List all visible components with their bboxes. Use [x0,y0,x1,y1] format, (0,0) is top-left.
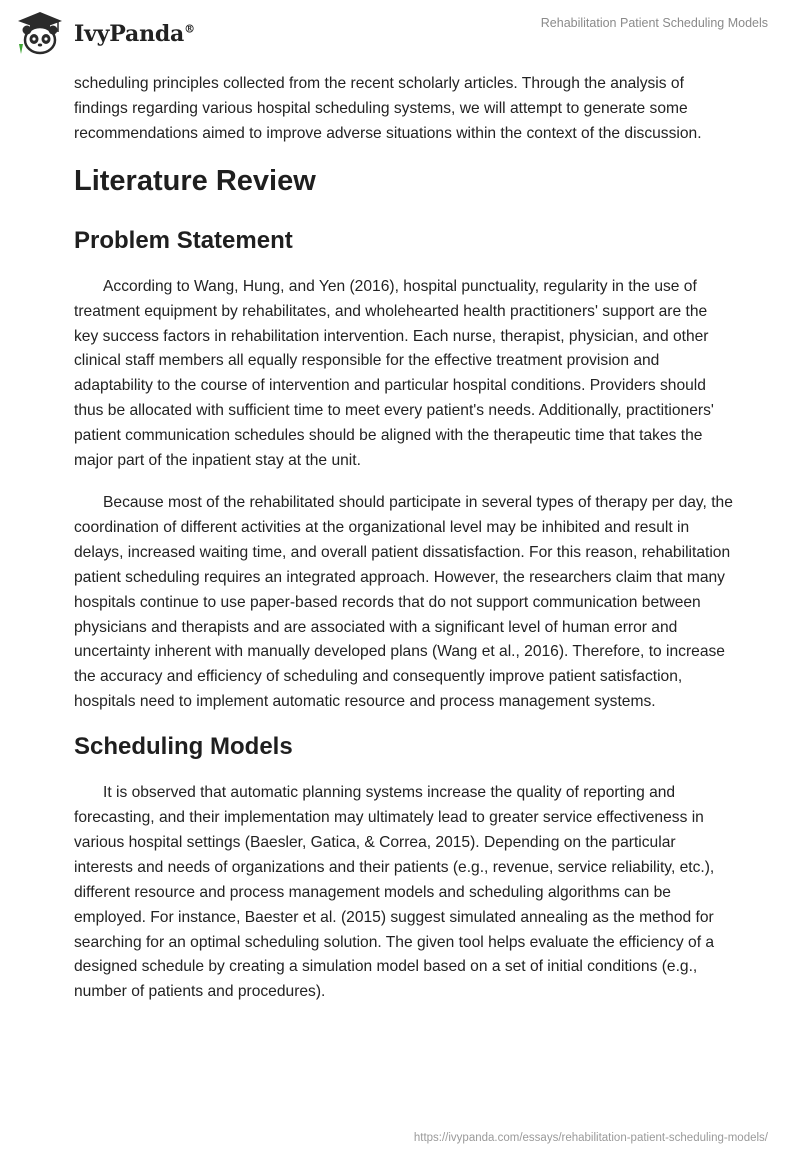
intro-paragraph: scheduling principles collected from the recent scholarly articles. Through the analysis of findings regarding various hospital scheduling systems, we will attempt to generate some recommendations aimed to improve adverse situations within the context of the discussion. [74,75,702,142]
source-url[interactable]: https://ivypanda.com/essays/rehabilitation-patient-scheduling-models/ [413,1132,768,1144]
models-paragraph: It is observed that automatic planning systems increase the quality of reporting and forecasting, and their implementation may ultimately lead to greater service effectiveness in various hospital settings (Baesler, Gatica, & Correa, 2015). Depending on the particular interests and needs of organizations and their patients (e.g., revenue, service reliability, etc.), different resource and process management models and scheduling algorithms can be employed. For instance, Baester et al. (2015) suggest simulated annealing as the method for searching for an optimal scheduling solution. The given tool helps evaluate the efficiency of a designed schedule by creating a simulation model based on a set of initial conditions (e.g., number of patients and procedures). [74,784,715,1001]
page-header [0,0,800,70]
document-title: Rehabilitation Patient Scheduling Models [540,16,768,30]
problem-paragraph: According to Wang, Hung, and Yen (2016), hospital punctuality, regularity in the use of treatment equipment by rehabilitates, and wholehearted health practitioners' support are the key success factors in rehabilitation intervention. Each nurse, therapist, physician, and other clinical staff members all equally responsible for the effective treatment provision and adaptability to the course of intervention and particular hospital conditions. Providers should thus be allocated with sufficient time to meet every patient's needs. Additionally, practitioners' patient communication schedules should be aligned with the therapeutic time that takes the major part of the inpatient stay at the unit. [74,277,714,470]
panda-graduate-icon [14,8,66,60]
subheading-problem-statement: Problem Statement [74,226,293,254]
brand-name: IvyPanda® [74,21,195,47]
problem-paragraph: Because most of the rehabilitated should participate in several types of therapy per day, the coordination of different activities at the organizational level may be inhibited and result in delays, increased waiting time, and overall patient dissatisfaction. For this reason, rehabilitation patient scheduling requires an integrated approach. However, the researchers claim that many hospitals continue to use paper-based records that do not support communication between physicians and therapists and are associated with a significant level of human error and uncertainty inherent with manually developed plans (Wang et al., 2016). Therefore, to increase the accuracy and efficiency of scheduling and consequently improve patient satisfaction, hospitals need to implement automatic resource and process management systems. [74,493,733,711]
registered-mark: ® [184,22,195,36]
section-heading-literature-review: Literature Review [74,164,316,197]
article-body [74,72,734,1022]
ivypanda-logo[interactable] [14,8,195,60]
subheading-scheduling-models: Scheduling Models [74,733,293,761]
